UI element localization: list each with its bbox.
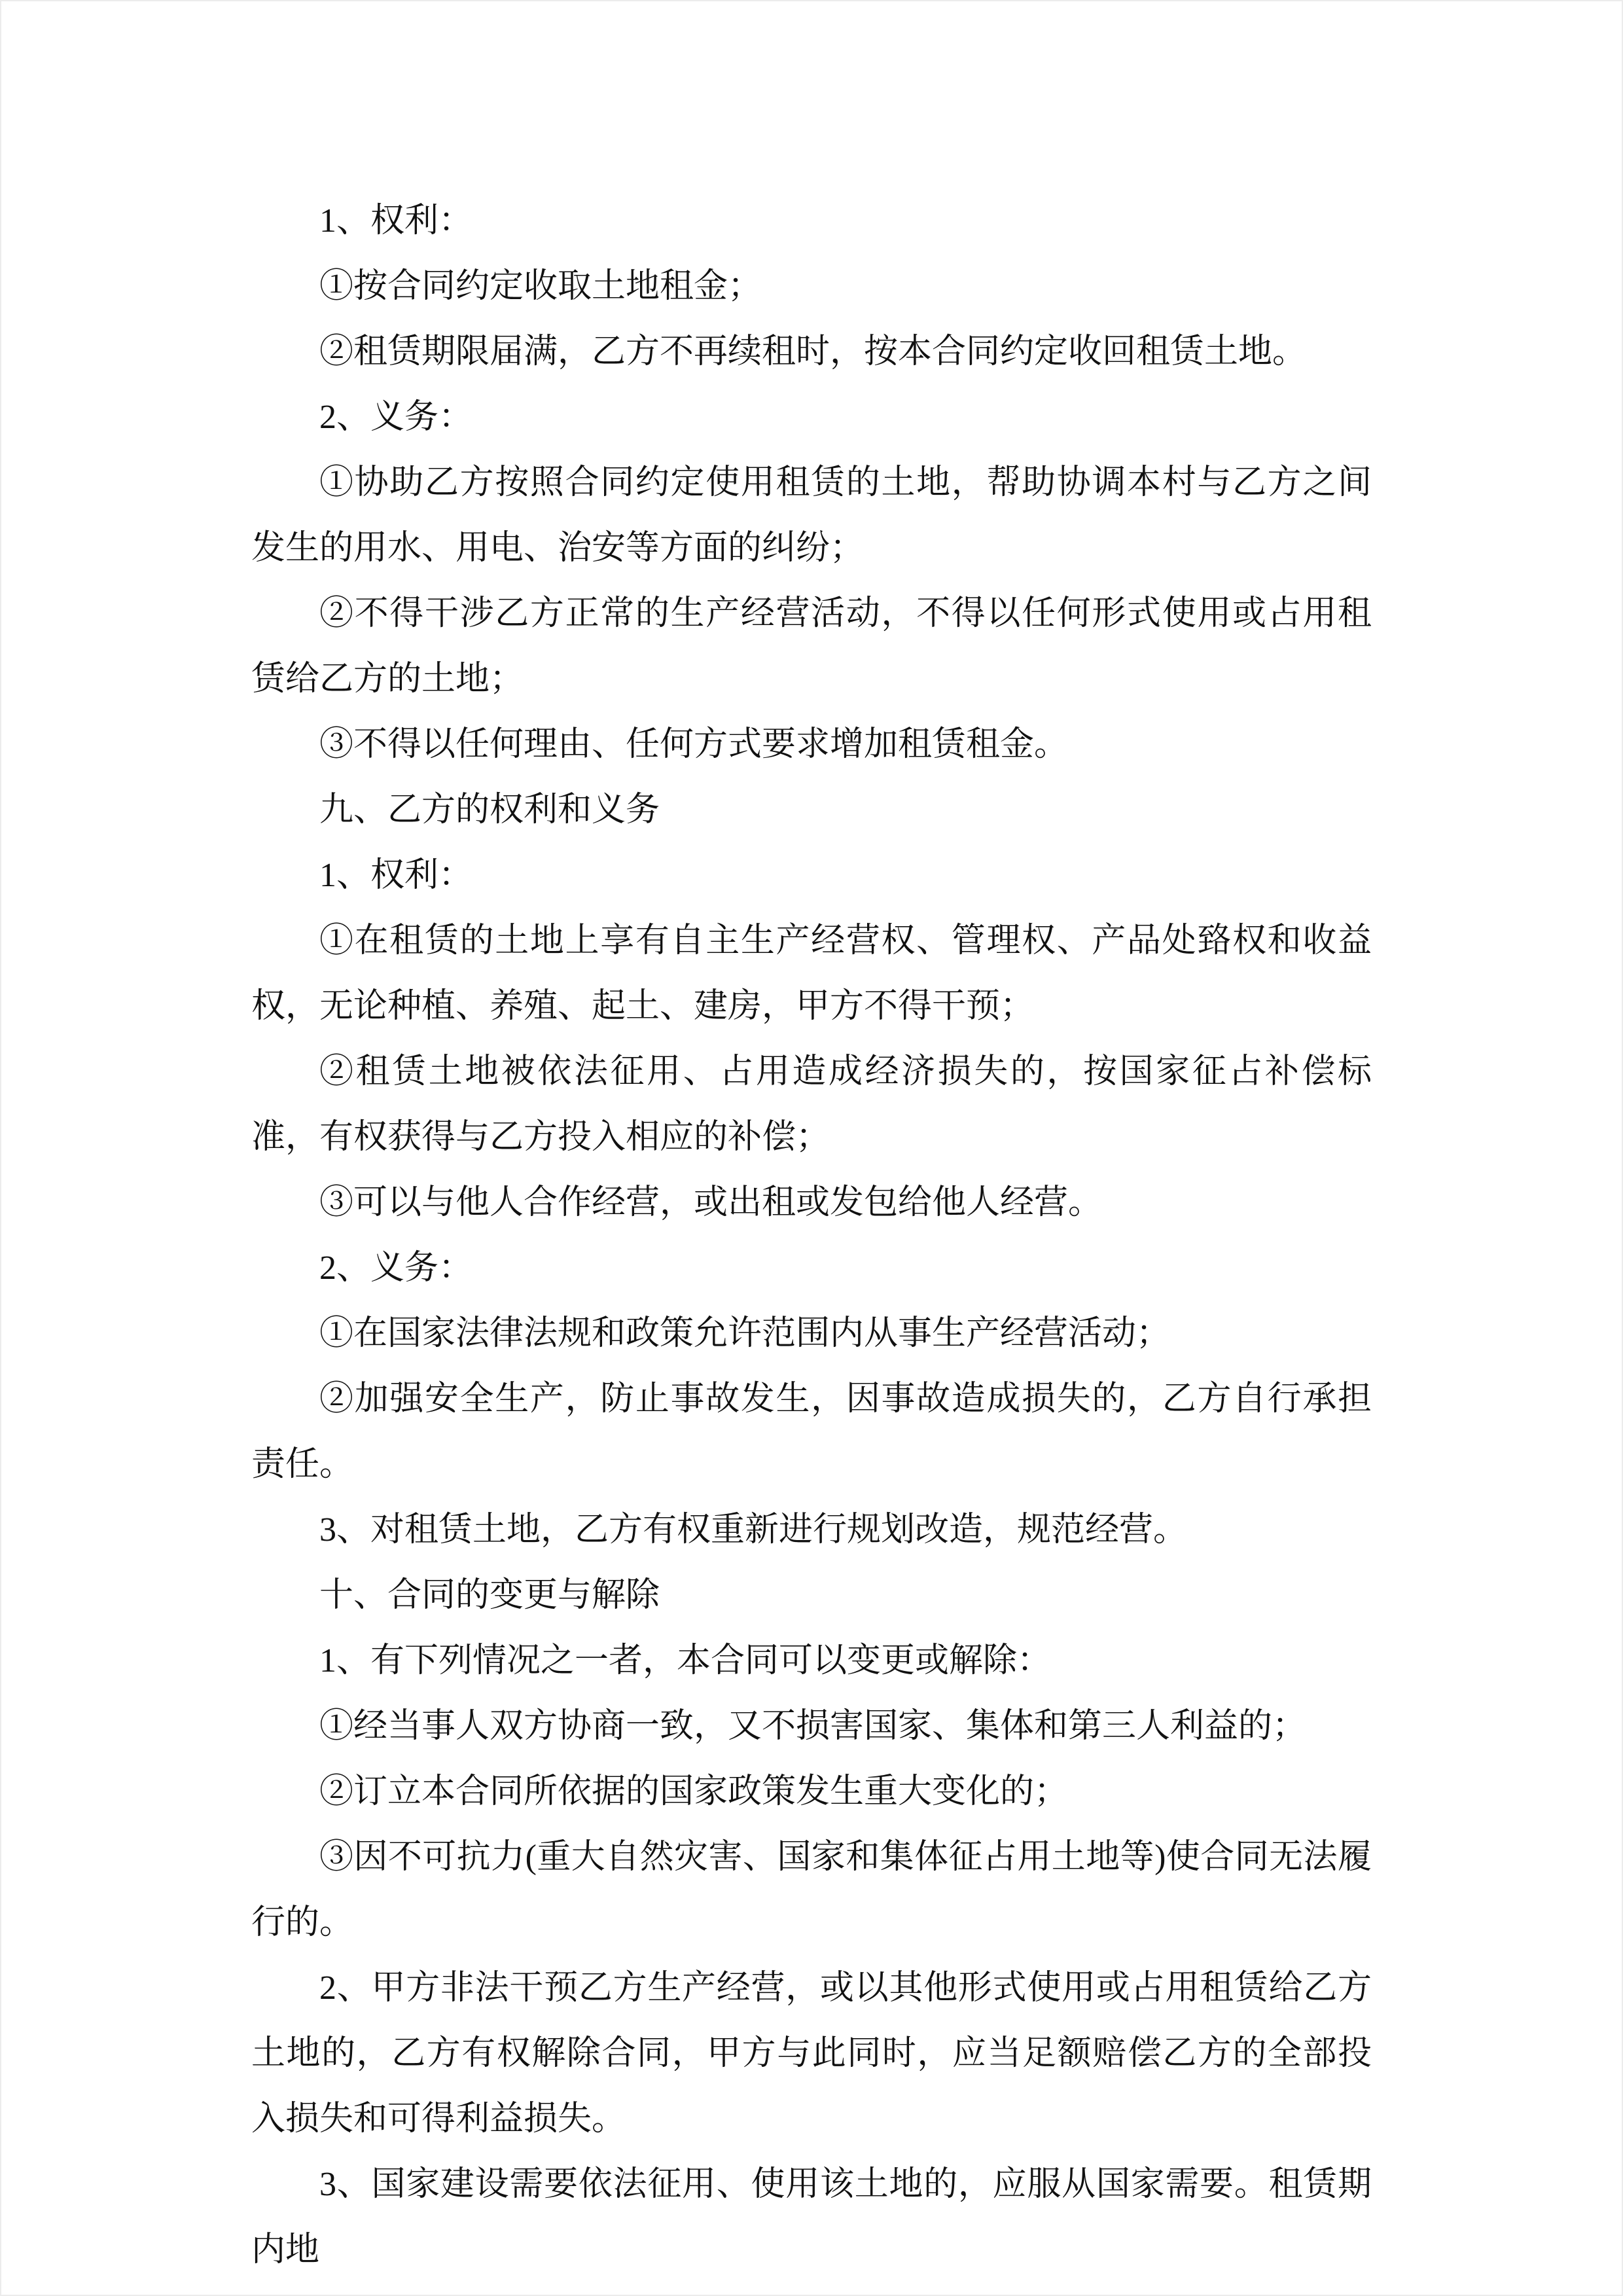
paragraph: ①协助乙方按照合同约定使用租赁的土地，帮助协调本村与乙方之间发生的用水、用电、治安等方面的纠纷； xyxy=(251,464,1372,567)
paragraph: 1、有下列情况之一者，本合同可以变更或解除： xyxy=(319,1642,1052,1679)
paragraph: 1、权利： xyxy=(319,202,473,240)
paragraph: ③可以与他人合作经营，或出租或发包给他人经营。 xyxy=(319,1184,1103,1221)
paragraph: 3、国家建设需要依法征用、使用该土地的，应服从国家需要。租赁期内地 xyxy=(251,2166,1372,2269)
paragraph: 2、义务： xyxy=(319,1249,473,1287)
paragraph: ①经当事人双方协商一致，又不损害国家、集体和第三人利益的； xyxy=(319,1708,1307,1745)
paragraph: 十、合同的变更与解除 xyxy=(319,1577,660,1614)
paragraph: ②租赁期限届满，乙方不再续租时，按本合同约定收回租赁土地。 xyxy=(319,333,1307,370)
paragraph: ③因不可抗力(重大自然灾害、国家和集体征占用土地等)使合同无法履行的。 xyxy=(251,1839,1372,1941)
document-body xyxy=(251,188,1372,2283)
paragraph: 1、权利： xyxy=(319,857,473,894)
paragraph: ②加强安全生产，防止事故发生，因事故造成损失的，乙方自行承担责任。 xyxy=(251,1380,1372,1483)
paragraph: ①在国家法律法规和政策允许范围内从事生产经营活动； xyxy=(319,1315,1171,1352)
paragraph: ②租赁土地被依法征用、占用造成经济损失的，按国家征占补偿标准，有权获得与乙方投入相应的补偿； xyxy=(251,1053,1372,1156)
paragraph: 3、对租赁土地，乙方有权重新进行规划改造，规范经营。 xyxy=(319,1511,1188,1549)
paragraph: ②不得干涉乙方正常的生产经营活动，不得以任何形式使用或占用租赁给乙方的土地； xyxy=(251,595,1372,698)
paragraph: ①在租赁的土地上享有自主生产经营权、管理权、产品处臵权和收益权，无论种植、养殖、起土、建房，甲方不得干预； xyxy=(251,922,1372,1025)
paragraph: ①按合同约定收取土地租金； xyxy=(319,268,762,305)
paragraph: ②订立本合同所依据的国家政策发生重大变化的； xyxy=(319,1773,1069,1810)
paragraph: 2、义务： xyxy=(319,399,473,436)
paragraph: 九、乙方的权利和义务 xyxy=(319,791,660,829)
paragraph: 2、甲方非法干预乙方生产经营，或以其他形式使用或占用租赁给乙方土地的，乙方有权解除合同，甲方与此同时，应当足额赔偿乙方的全部投入损失和可得利益损失。 xyxy=(251,1969,1372,2138)
paragraph: ③不得以任何理由、任何方式要求增加租赁租金。 xyxy=(319,726,1069,763)
